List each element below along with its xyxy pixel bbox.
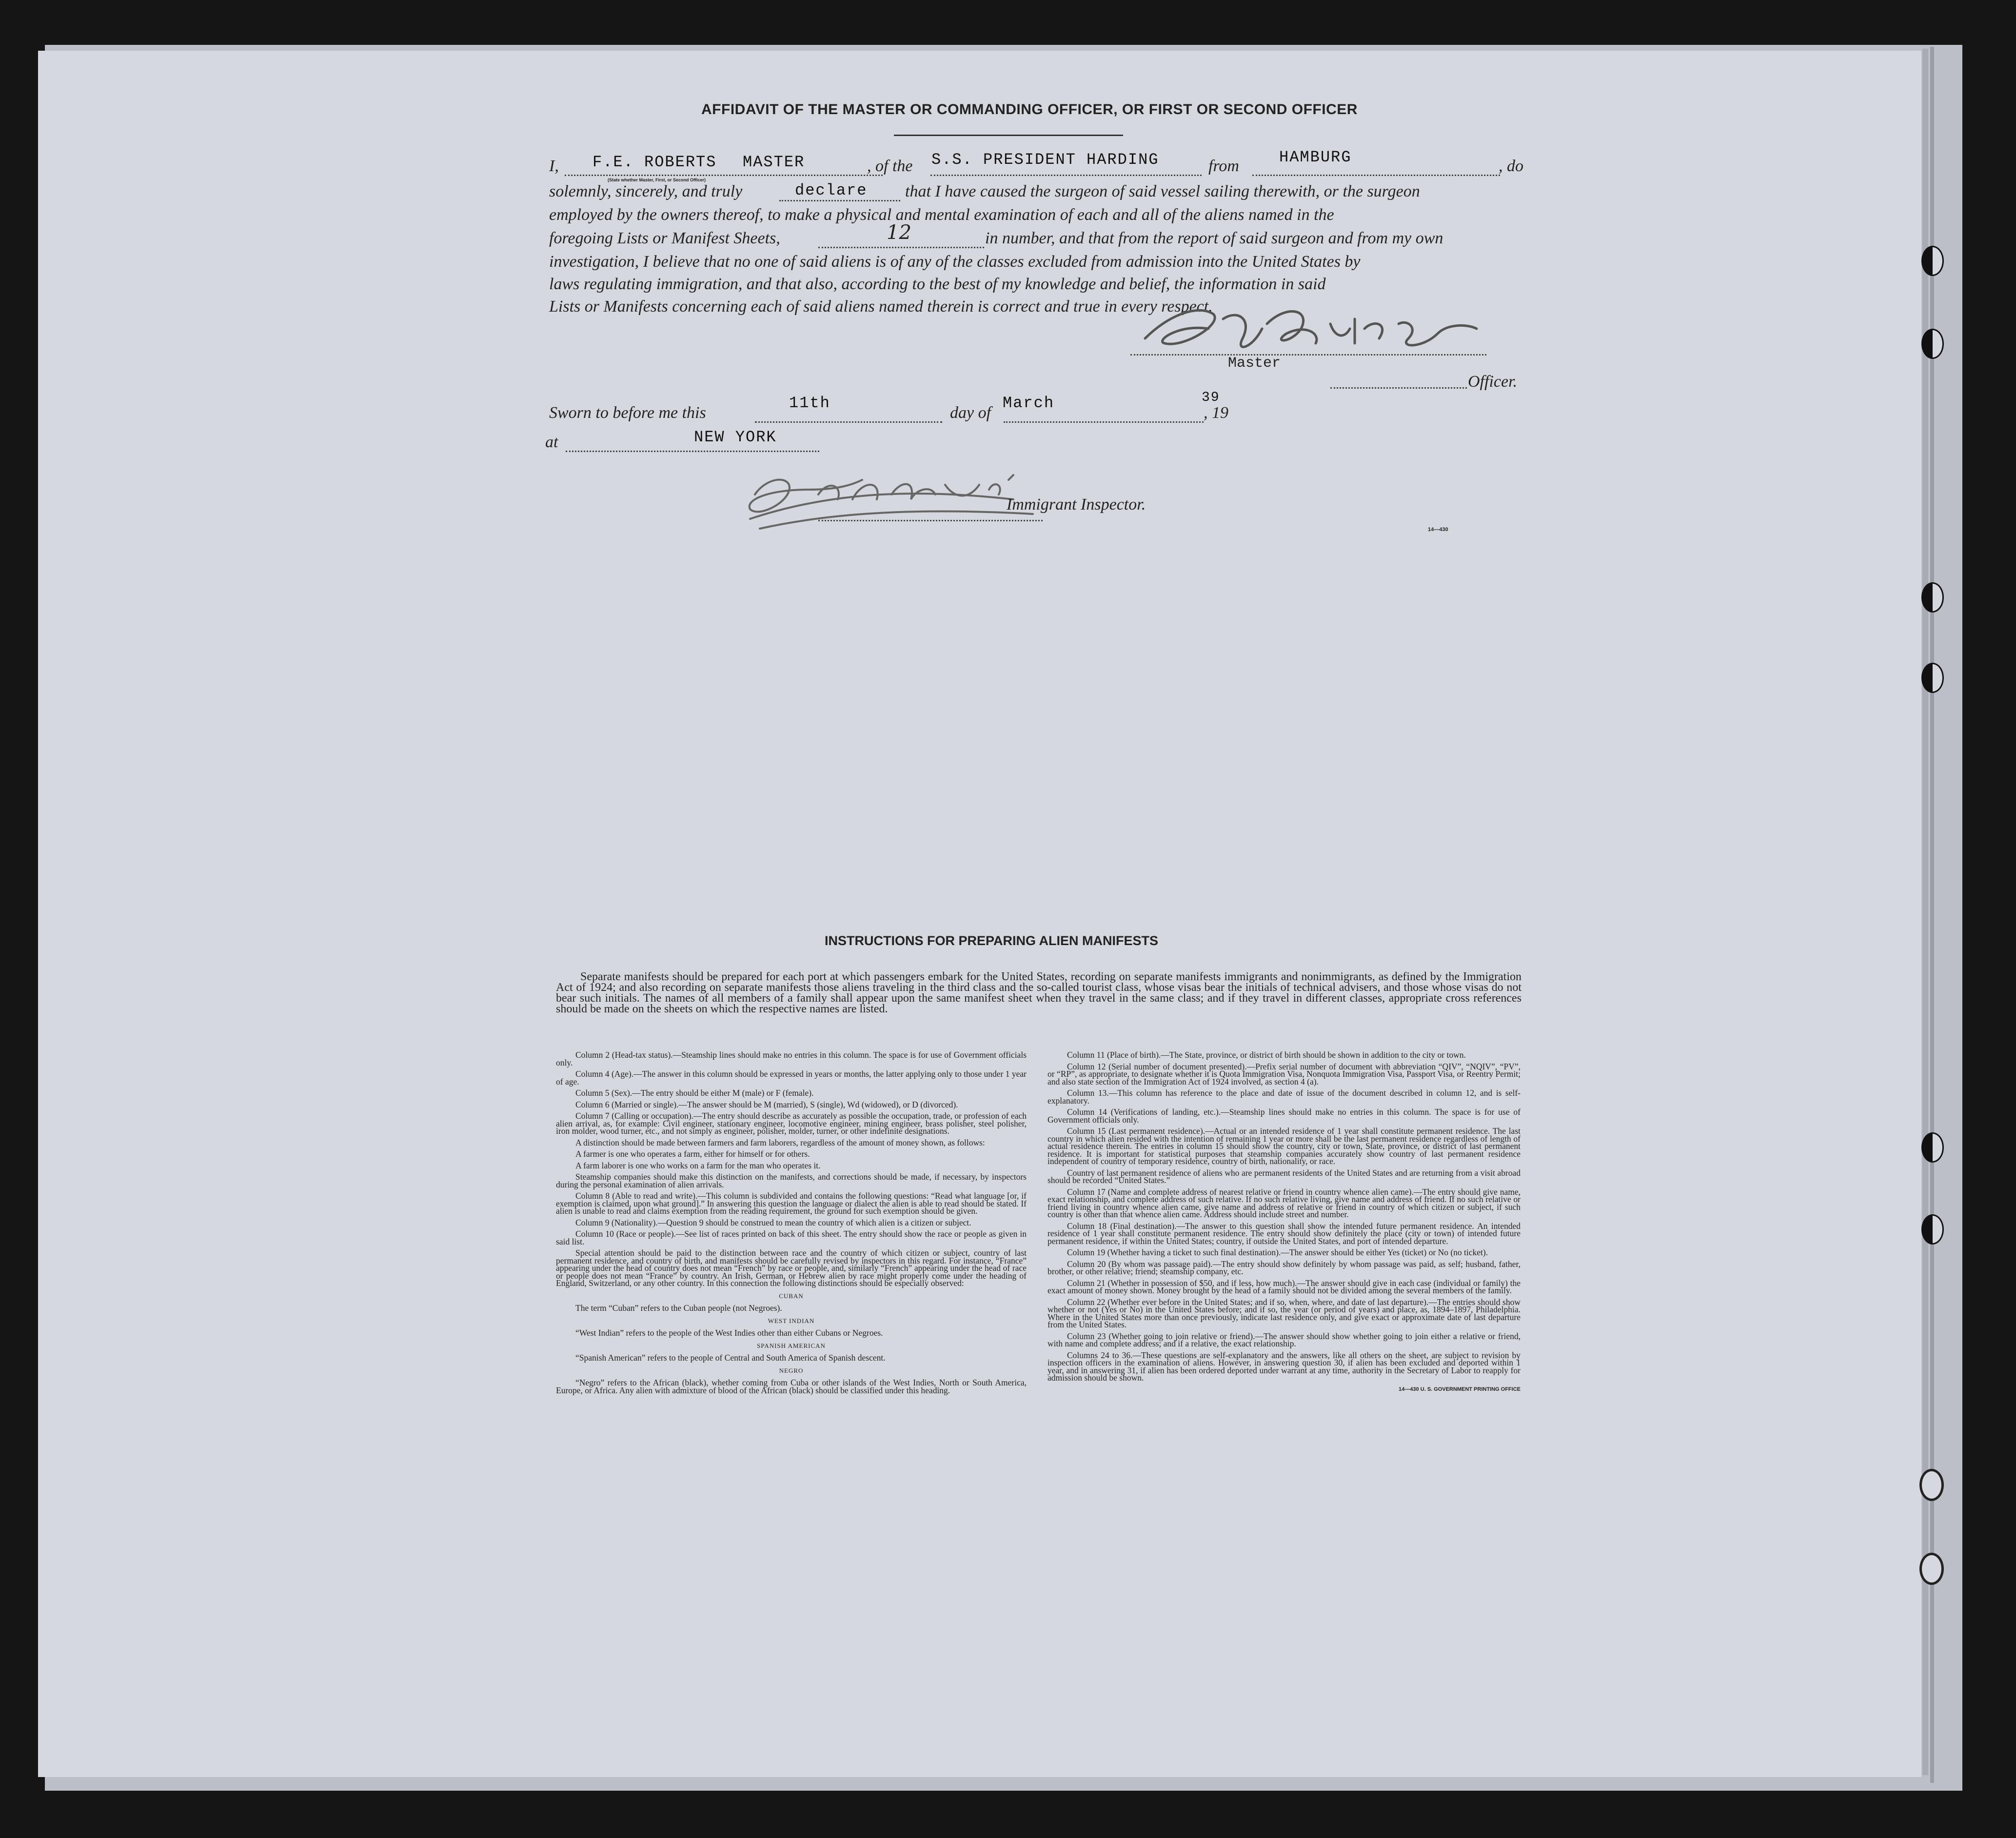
sworn-year: 39 <box>1202 390 1220 405</box>
signature-line <box>1130 354 1486 356</box>
affidavit-text: in number, and that from the report of said surgeon and from my own <box>985 229 1443 247</box>
departure-port: HAMBURG <box>1279 148 1352 166</box>
sworn-month: March <box>1003 394 1055 412</box>
instruction-paragraph: Column 7 (Calling or occupation).—The entry should describe as accurately as possible the occupation, trade, or profession of each alien arrival, as, for example: Civil engineer, stationary engineer, locomotive engineer, mining engineer, brass polisher, steel polisher, iron molder, wood turner, etc., and not simply as engineer, polisher, molder, turner, or other indefinite designations. <box>556 1111 1027 1136</box>
section-heading: SPANISH AMERICAN <box>757 1342 826 1349</box>
instruction-paragraph: Column 18 (Final destination).—The answer to this question shall show the intended future permanent residence. An intended residence of 1 year shall constitute permanent residence. The entry should show definitely the place (city or town) of intended future permanent residence, if within the United States; country, if outside the United States, and port of intended departure. <box>1048 1221 1521 1246</box>
instruction-paragraph: The term “Cuban” refers to the Cuban people (not Negroes). <box>575 1303 782 1313</box>
affidavit-text: at <box>545 433 558 451</box>
binder-hole <box>1921 329 1944 359</box>
section-heading: NEGRO <box>779 1366 804 1374</box>
instructions-left-column <box>556 1051 1027 1398</box>
instructions-right-column <box>1048 1051 1521 1393</box>
rank-note: (State whether Master, First, or Second Officer) <box>608 178 706 182</box>
instruction-paragraph: Column 5 (Sex).—The entry should be either M (male) or F (female). <box>575 1088 814 1098</box>
instruction-paragraph: Columns 24 to 36.—These questions are self-explanatory and the answers, like all others on the sheet, are subject to revision by inspection officers in the examination of aliens. However, in answering question 30, if alien has been excluded and deported within 1 year, and in answering 31, if alien has been ordered deported under warrant at any time, authority in the Secretary of Labor to reapply for admission should be shown. <box>1048 1350 1521 1383</box>
instruction-paragraph: Steamship companies should make this distinction on the manifests, and corrections should be made, if necessary, by inspectors during the personal examination of alien arrivals. <box>556 1172 1027 1189</box>
instruction-paragraph: Column 15 (Last permanent residence).—Actual or an intended residence of 1 year shall constitute permanent residence. The last country in which alien resided with the intention of remaining 1 year or more shall be the last permanent residence regardless of length of actual residence therein. The entries in column 15 should show the country, city or town, State, province, or district of last permanent residence. It is important for statistical purposes that steamship companies accurately show country of last permanent residence independent of country of temporary residence, country of birth, nationality, or race. <box>1048 1126 1521 1166</box>
signature-rank: Master <box>1228 355 1281 372</box>
manifest-page <box>38 51 1921 1777</box>
affidavit-text: day of <box>950 404 991 422</box>
affidavit-text: I, <box>549 157 559 175</box>
affidavit-text: that I have caused the surgeon of said vessel sailing therewith, or the surgeon <box>905 182 1420 200</box>
instruction-paragraph: Column 9 (Nationality).—Question 9 should be construed to mean the country of which alien is a citizen or subject. <box>575 1217 971 1227</box>
binder-hole <box>1921 663 1944 693</box>
section-heading: WEST INDIAN <box>768 1317 815 1324</box>
instruction-paragraph: Column 17 (Name and complete address of nearest relative or friend in country whence alien came).—The entry should give name, exact relationship, and complete address of such relative. If no such relative living, give name and address of friend. If no such relative or friend living in country whence alien came, give name and address of relative or friend in country of which citizen or subject, if such country is other than that whence alien came. Address should include street and number. <box>1048 1186 1521 1219</box>
binder-hole <box>1921 246 1944 276</box>
binder-hole <box>1919 1553 1944 1585</box>
master-rank: MASTER <box>743 153 805 171</box>
fill-line <box>930 175 1202 176</box>
affidavit-text: employed by the owners thereof, to make a physical and mental examination of each and all of the aliens named in the <box>549 206 1334 224</box>
affidavit-text: solemnly, sincerely, and truly <box>549 182 743 200</box>
binder-hole <box>1921 582 1944 613</box>
section-heading: CUBAN <box>779 1292 804 1300</box>
declare-word: declare <box>795 181 868 199</box>
binder-hole <box>1921 1132 1944 1163</box>
officer-label: Officer. <box>1468 373 1518 391</box>
instruction-paragraph: A farmer is one who operates a farm, either for himself or for others. <box>575 1149 810 1159</box>
instruction-paragraph: Column 10 (Race or people).—See list of races printed on back of this sheet. The entry should show the race or people as given in said list. <box>556 1229 1027 1246</box>
fill-line <box>1004 421 1204 423</box>
vessel-name: S.S. PRESIDENT HARDING <box>931 151 1159 169</box>
fill-line <box>818 247 984 248</box>
instruction-paragraph: Column 20 (By whom was passage paid).—The entry should show definitely by whom passage was paid, as self; husband, father, brother, or other relative; friend; steamship company, etc. <box>1048 1259 1521 1276</box>
instruction-paragraph: Column 22 (Whether ever before in the United States; and if so, when, where, and date of last departure).—The entries should show whether or not (Yes or No) in the United States before; and if so, the year (or period of years) and place, as, 1894–1897, Philadelphia. Where in the United States more than once previously, indicate last residence only, and give exact or approximate date of last departure from the United States. <box>1048 1297 1521 1329</box>
fill-line <box>755 421 942 423</box>
instruction-paragraph: Column 2 (Head-tax status).—Steamship lines should make no entries in this column. The space is for use of Government officials only. <box>556 1050 1027 1067</box>
affidavit-text: , 19 <box>1204 404 1228 422</box>
binder-hole <box>1919 1469 1944 1501</box>
fill-line <box>565 175 883 176</box>
sworn-day: 11th <box>789 394 830 412</box>
affidavit-text: from <box>1208 157 1239 175</box>
affidavit-text: laws regulating immigration, and that also, according to the best of my knowledge and belief, the information in said <box>549 275 1326 293</box>
page-edge <box>1922 49 1928 1775</box>
sheet-count: 12 <box>887 221 911 244</box>
affidavit-text: investigation, I believe that no one of said aliens is of any of the classes excluded from admission into the United States by <box>549 253 1361 271</box>
instructions-title: INSTRUCTIONS FOR PREPARING ALIEN MANIFESTS <box>825 933 1159 948</box>
title-underline <box>894 135 1123 136</box>
instruction-paragraph: Column 14 (Verifications of landing, etc.).—Steamship lines should make no entries in this column. The space is for use of Government officials only. <box>1048 1107 1521 1125</box>
instruction-paragraph: Column 23 (Whether going to join relative or friend).—The answer should show whether going to join either a relative or friend, with name and complete address; and if a relative, the exact relationship. <box>1048 1331 1521 1348</box>
master-name: F.E. ROBERTS <box>593 153 717 171</box>
instruction-paragraph: A farm laborer is one who works on a farm for the man who operates it. <box>575 1160 821 1170</box>
form-number: 14—430 <box>1428 527 1448 533</box>
fill-line <box>1330 387 1467 389</box>
fill-line <box>1252 175 1500 176</box>
instruction-paragraph: Column 21 (Whether in possession of $50, and if less, how much).—The answer should give in each case (individual or family) the exact amount of money shown. Money brought by the head of a family should not be divided among the several members of the family. <box>1048 1278 1521 1295</box>
instruction-paragraph: Column 12 (Serial number of document presented).—Prefix serial number of document with abbreviation “QIV”, “NQIV”, “PV”, or “RP”, as appropriate, to designate whether it is Quota Immigration Visa, Nonquota Immigration Visa, Passport Visa, or Reentry Permit; and also state section of the Immigration Act of 1924 involved, as section 4 (a). <box>1048 1061 1521 1087</box>
instruction-paragraph: Column 11 (Place of birth).—The State, province, or district of birth should be shown in addition to the city or town. <box>1067 1050 1466 1060</box>
instruction-paragraph: Column 6 (Married or single).—The answer should be M (married), S (single), Wd (widowed), or D (divorced). <box>575 1099 958 1109</box>
instruction-paragraph: Column 19 (Whether having a ticket to such final destination).—The answer should be either Yes (ticket) or No (no ticket). <box>1067 1247 1488 1257</box>
inspector-label: Immigrant Inspector. <box>1007 495 1146 514</box>
instructions-intro: Separate manifests should be prepared for each port at which passengers embark for the United States, recording on separate manifests immigrants and nonimmigrants, as defined by the Immigration Act of 1924; and also recording on separate manifests those aliens traveling in the third class and the so-called tourist class, whose visas bear the initials of technical advisers, and those whose visas do not bear such initials. The names of all members of a family shall appear upon the same manifest sheet when they travel in the same class; and if they travel in different classes, appropriate cross references should be made on the sheets on which the respective names are listed. <box>556 970 1522 1015</box>
master-signature <box>1126 295 1516 363</box>
printing-office-footer: 14—430 U. S. GOVERNMENT PRINTING OFFICE <box>1399 1386 1521 1392</box>
affidavit-title: AFFIDAVIT OF THE MASTER OR COMMANDING OFFICER, OR FIRST OR SECOND OFFICER <box>701 101 1358 118</box>
instruction-paragraph: “Negro” refers to the African (black), whether coming from Cuba or other islands of the West Indies, North or South America, Europe, or Africa. Any alien with admixture of blood of the African (black) should be classified under this heading. <box>556 1378 1027 1395</box>
affidavit-text: Lists or Manifests concerning each of said aliens named therein is correct and true in every respect. <box>549 297 1213 316</box>
instruction-paragraph: A distinction should be made between farmers and farm laborers, regardless of the amount of money shown, as follows: <box>575 1137 985 1147</box>
affidavit-text: foregoing Lists or Manifest Sheets, <box>549 229 780 247</box>
signature-line <box>818 520 1043 521</box>
affidavit-text: Sworn to before me this <box>549 404 706 422</box>
instruction-paragraph: Country of last permanent residence of aliens who are permanent residents of the United States and are returning from a visit abroad should be recorded “United States.” <box>1048 1167 1521 1185</box>
instruction-paragraph: “West Indian” refers to the people of the West Indies other than either Cubans or Negroes. <box>575 1328 883 1338</box>
instruction-paragraph: “Spanish American” refers to the people of Central and South America of Spanish descent. <box>575 1353 886 1363</box>
sworn-place: NEW YORK <box>694 428 777 446</box>
fill-line <box>779 200 900 201</box>
page-edge <box>1930 47 1934 1783</box>
instruction-paragraph: Column 13.—This column has reference to the place and date of issue of the document described in column 12, and is self-explanatory. <box>1048 1088 1521 1106</box>
instruction-paragraph: Column 4 (Age).—The answer in this column should be expressed in years or months, the latter applying only to those under 1 year of age. <box>556 1069 1027 1087</box>
affidavit-text: , do <box>1499 157 1523 175</box>
binder-hole <box>1921 1214 1944 1245</box>
instruction-paragraph: Column 8 (Able to read and write).—This column is subdivided and contains the following questions: “Read what language [or, if exemption is claimed, upon what ground].” In answering this question the language or dialect the alien is able to read should be stated. If alien is unable to read and claims exemption from the reading requirement, the ground for such exemption should be given. <box>556 1191 1027 1216</box>
instruction-paragraph: Special attention should be paid to the distinction between race and the country of which citizen or subject, country of last permanent residence, and country of birth, and manifests should be carefully revised by inspectors in this regard. For instance, “France” appearing under the head of country does not mean “French” by race or people, and, similarly “French” appearing under the head of race or people does not mean “France” by country. An Irish, German, or Hebrew alien by race might properly come under the heading of England, Switzerland, or any other country. In this connection the following distinctions should be especially observed: <box>556 1248 1027 1288</box>
fill-line <box>566 451 819 452</box>
affidavit-text: , of the <box>867 157 913 175</box>
